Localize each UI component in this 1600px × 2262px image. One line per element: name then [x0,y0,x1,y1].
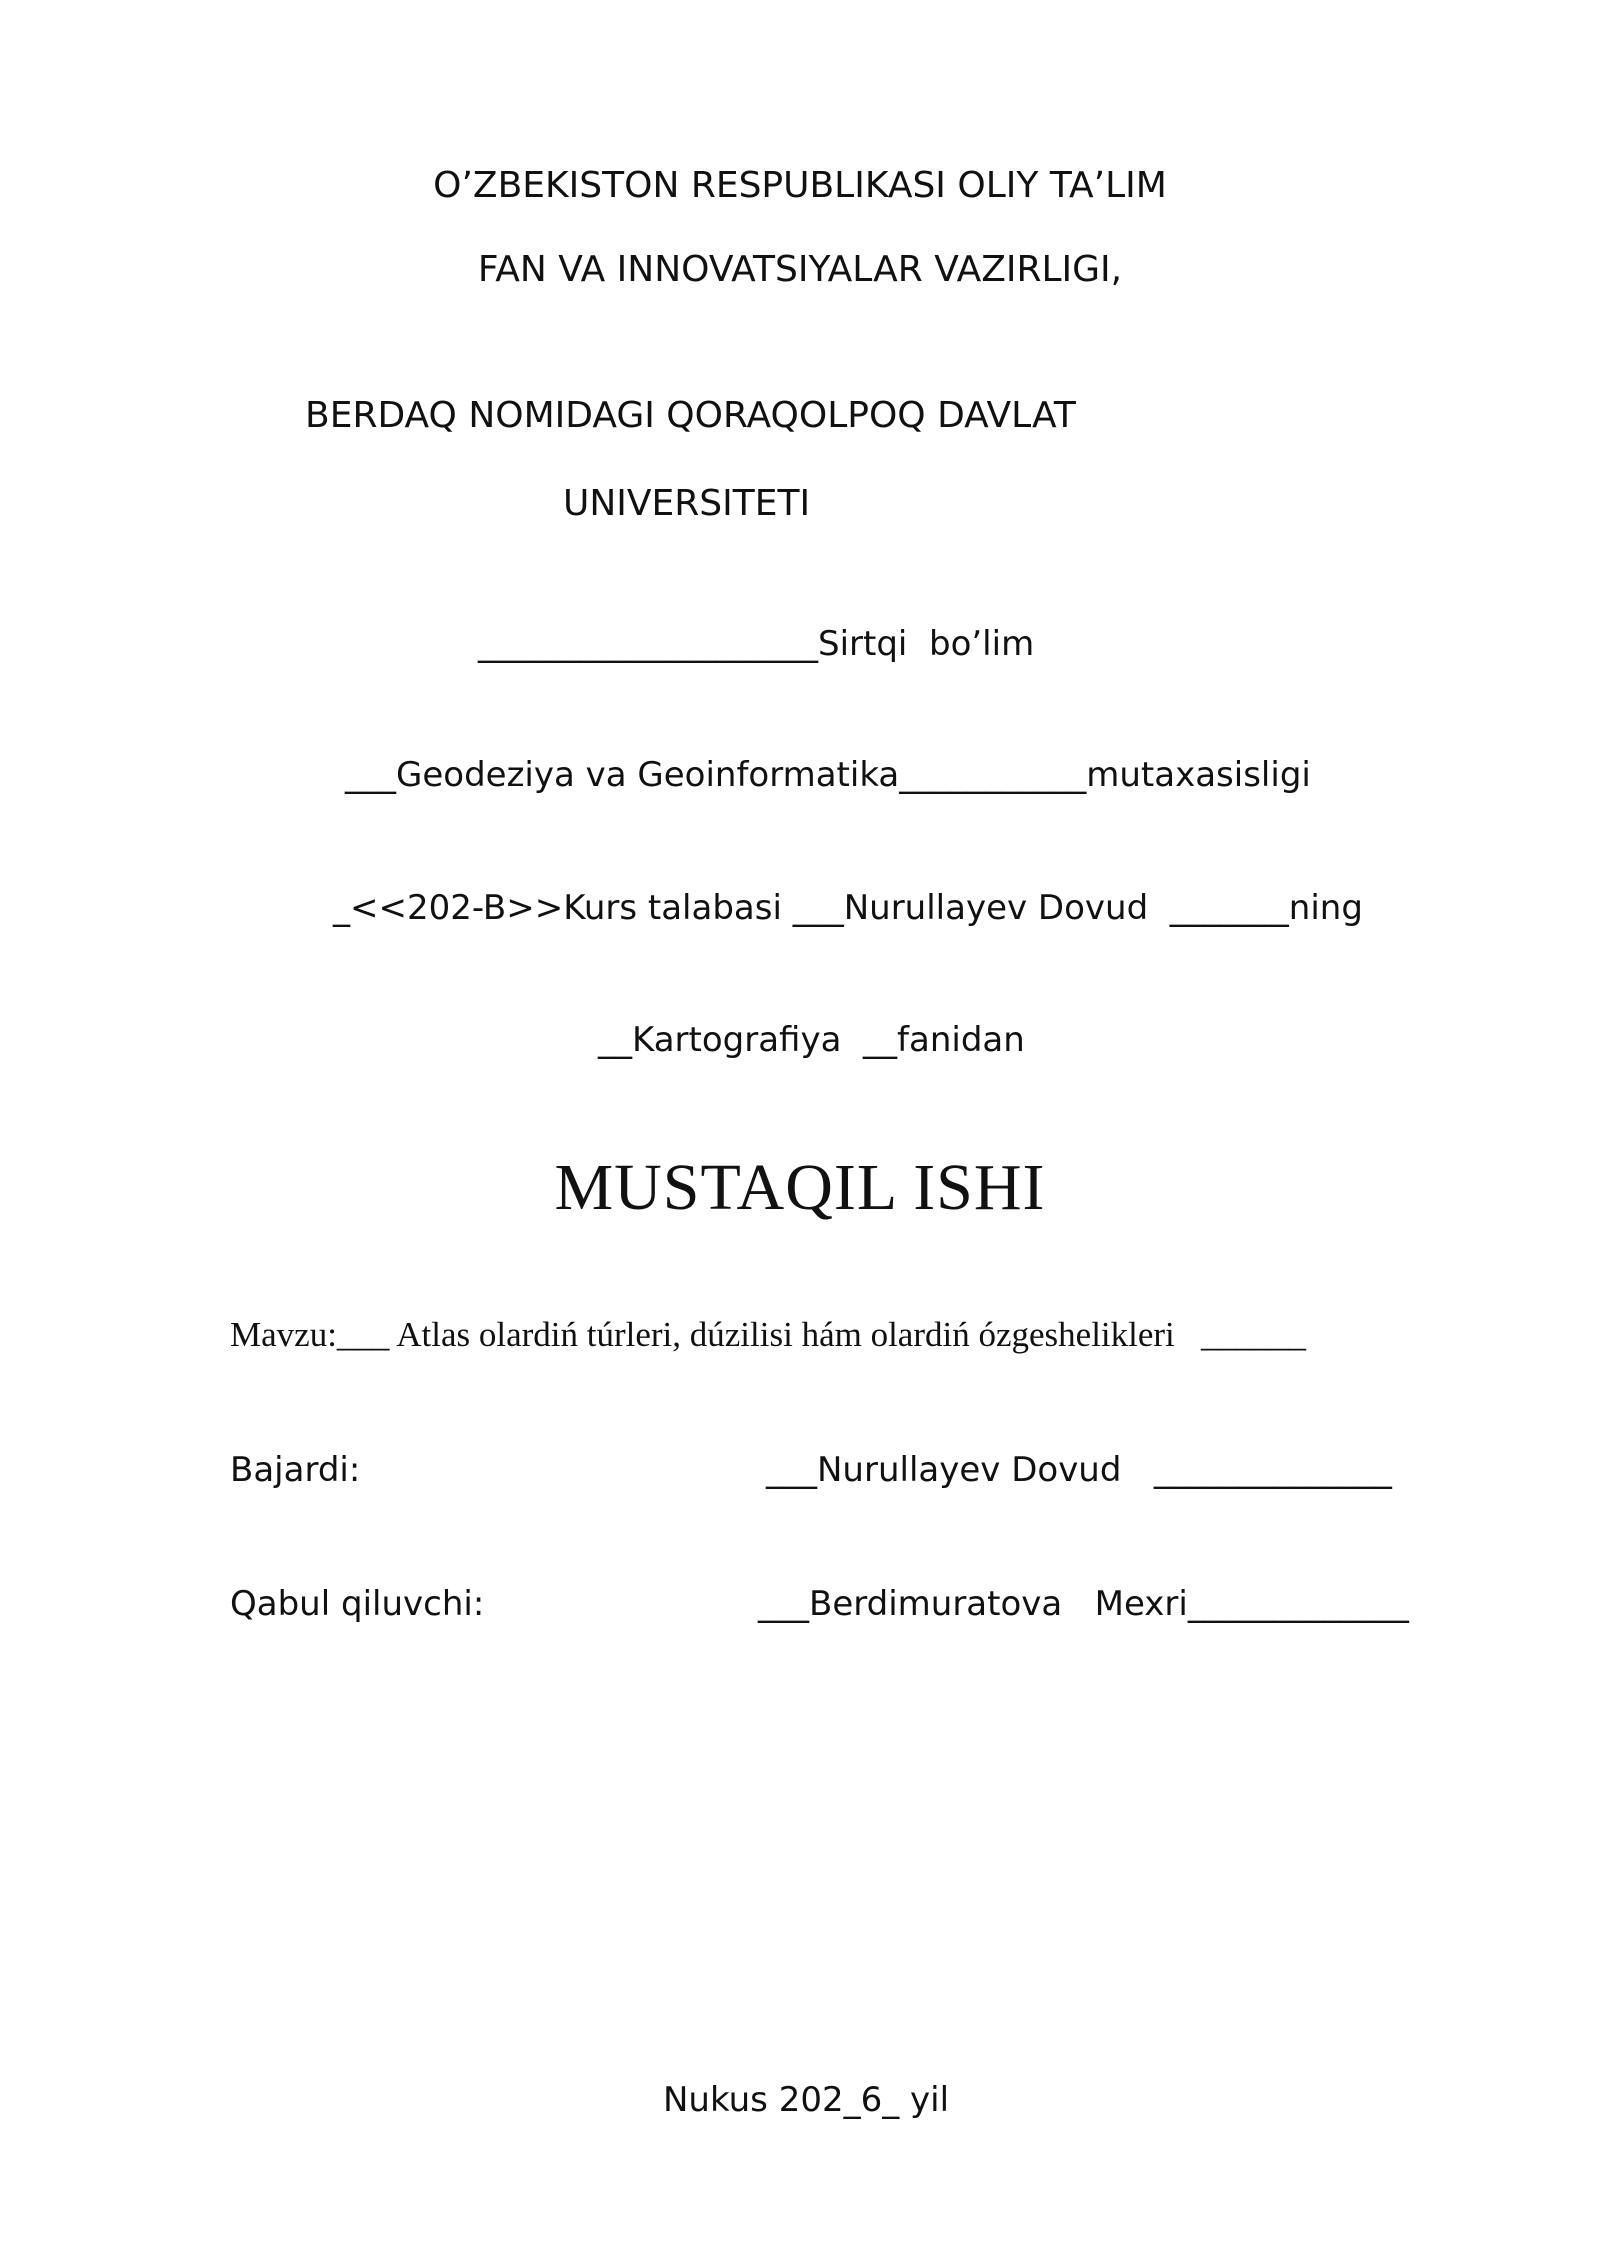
university-line-1: BERDAQ NOMIDAGI QORAQOLPOQ DAVLAT [305,395,1076,436]
topic-line: Mavzu:___ Atlas olardiń túrleri, dúzilisi hám olardiń ózgeshelikleri ______ [230,1315,1307,1354]
document-title: MUSTAQIL ISHI [554,1151,1046,1224]
university-line-2: UNIVERSITETI [563,483,811,524]
performed-value: ___Nurullayev Dovud ______________ [766,1450,1392,1490]
specialty-line: ___Geodeziya va Geoinformatika___________mutaxasisligi [345,755,1311,795]
ministry-line-1: O’ZBEKISTON RESPUBLIKASI OLIY TA’LIM [433,165,1167,206]
subject-line: __Kartografiya __fanidan [598,1020,1025,1060]
performed-label: Bajardi: [230,1450,361,1490]
place-year: Nukus 202_6_ yil [663,2080,950,2120]
department-line: ____________________Sirtqi bo’lim [478,624,1035,664]
ministry-line-2: FAN VA INNOVATSIYALAR VAZIRLIGI, [477,249,1123,290]
accepted-value: ___Berdimuratova Mexri_____________ [758,1584,1409,1624]
accepted-label: Qabul qiluvchi: [230,1584,485,1624]
student-line: _<<202-B>>Kurs talabasi ___Nurullayev Dovud _______ning [333,888,1363,928]
